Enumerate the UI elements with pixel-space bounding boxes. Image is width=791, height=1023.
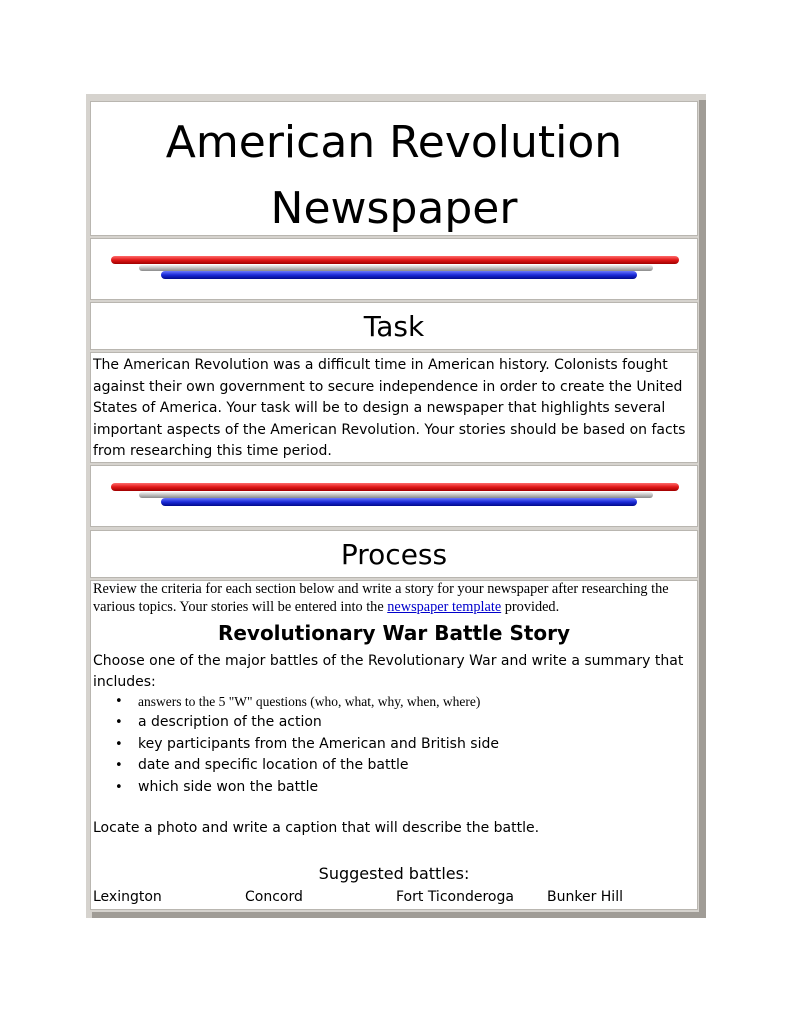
bullet-icon: • — [115, 758, 123, 773]
process-body-cell — [90, 580, 698, 910]
task-heading-cell — [90, 302, 698, 350]
list-item — [91, 734, 691, 756]
process-heading: Process — [340, 538, 448, 571]
list-item-text: date and specific location of the battle — [138, 757, 409, 773]
title-cell — [90, 101, 698, 236]
divider-cell-2 — [90, 465, 698, 527]
frame-shadow-bottom — [92, 912, 706, 918]
page-title-line-2: Newspaper — [270, 183, 518, 234]
process-intro — [93, 581, 697, 616]
battle-lexington: Lexington — [93, 889, 162, 905]
bullet-icon: • — [115, 694, 123, 709]
process-intro-text: Review the criteria for each section below and write a story for your newspaper after researching the various topics. Your stories will be entered into the — [93, 581, 669, 615]
list-item — [91, 692, 691, 712]
list-item — [91, 712, 691, 734]
suggested-battles-label: Suggested battles: — [318, 864, 470, 883]
task-body-cell — [90, 352, 698, 463]
red-rule — [111, 483, 679, 491]
frame-shadow-right — [699, 100, 706, 918]
divider-cell-1 — [90, 238, 698, 300]
criteria-list — [91, 692, 691, 798]
battle-bunker-hill: Bunker Hill — [547, 889, 623, 905]
red-rule — [111, 256, 679, 264]
list-item-text: a description of the action — [138, 714, 322, 730]
blue-rule — [161, 498, 637, 506]
bullet-icon: • — [115, 736, 123, 752]
bullet-icon: • — [115, 715, 123, 730]
photo-instructions: Locate a photo and write a caption that will describe the battle. — [93, 820, 540, 836]
list-item-text: key participants from the American and British side — [138, 735, 499, 752]
page-title-line-1: American Revolution — [165, 117, 623, 168]
process-intro-end: provided. — [501, 598, 560, 615]
newspaper-template-link[interactable]: newspaper template — [387, 598, 502, 615]
battle-story-subheading: Revolutionary War Battle Story — [217, 621, 571, 645]
list-item — [91, 755, 691, 777]
blue-rule — [161, 271, 637, 279]
task-heading: Task — [363, 310, 425, 343]
battle-instructions: Choose one of the major battles of the Revolutionary War and write a summary that includes: — [93, 653, 684, 690]
list-item-text: which side won the battle — [138, 778, 319, 795]
list-item — [91, 777, 691, 799]
process-heading-cell — [90, 530, 698, 578]
task-paragraph: The American Revolution was a difficult time in American history. Colonists fought against their own government to secure independence in order to create the United States of America. Your task will be to design a newspaper that highlights several important aspects of the American Revolution. Your stories should be based on facts from researching this time period. — [93, 357, 686, 459]
list-item-text: answers to the 5 "W" questions (who, what, why, when, where) — [138, 694, 481, 709]
battle-fort-ticonderoga: Fort Ticonderoga — [396, 889, 514, 905]
battle-concord: Concord — [245, 889, 303, 905]
bullet-icon: • — [115, 779, 123, 795]
